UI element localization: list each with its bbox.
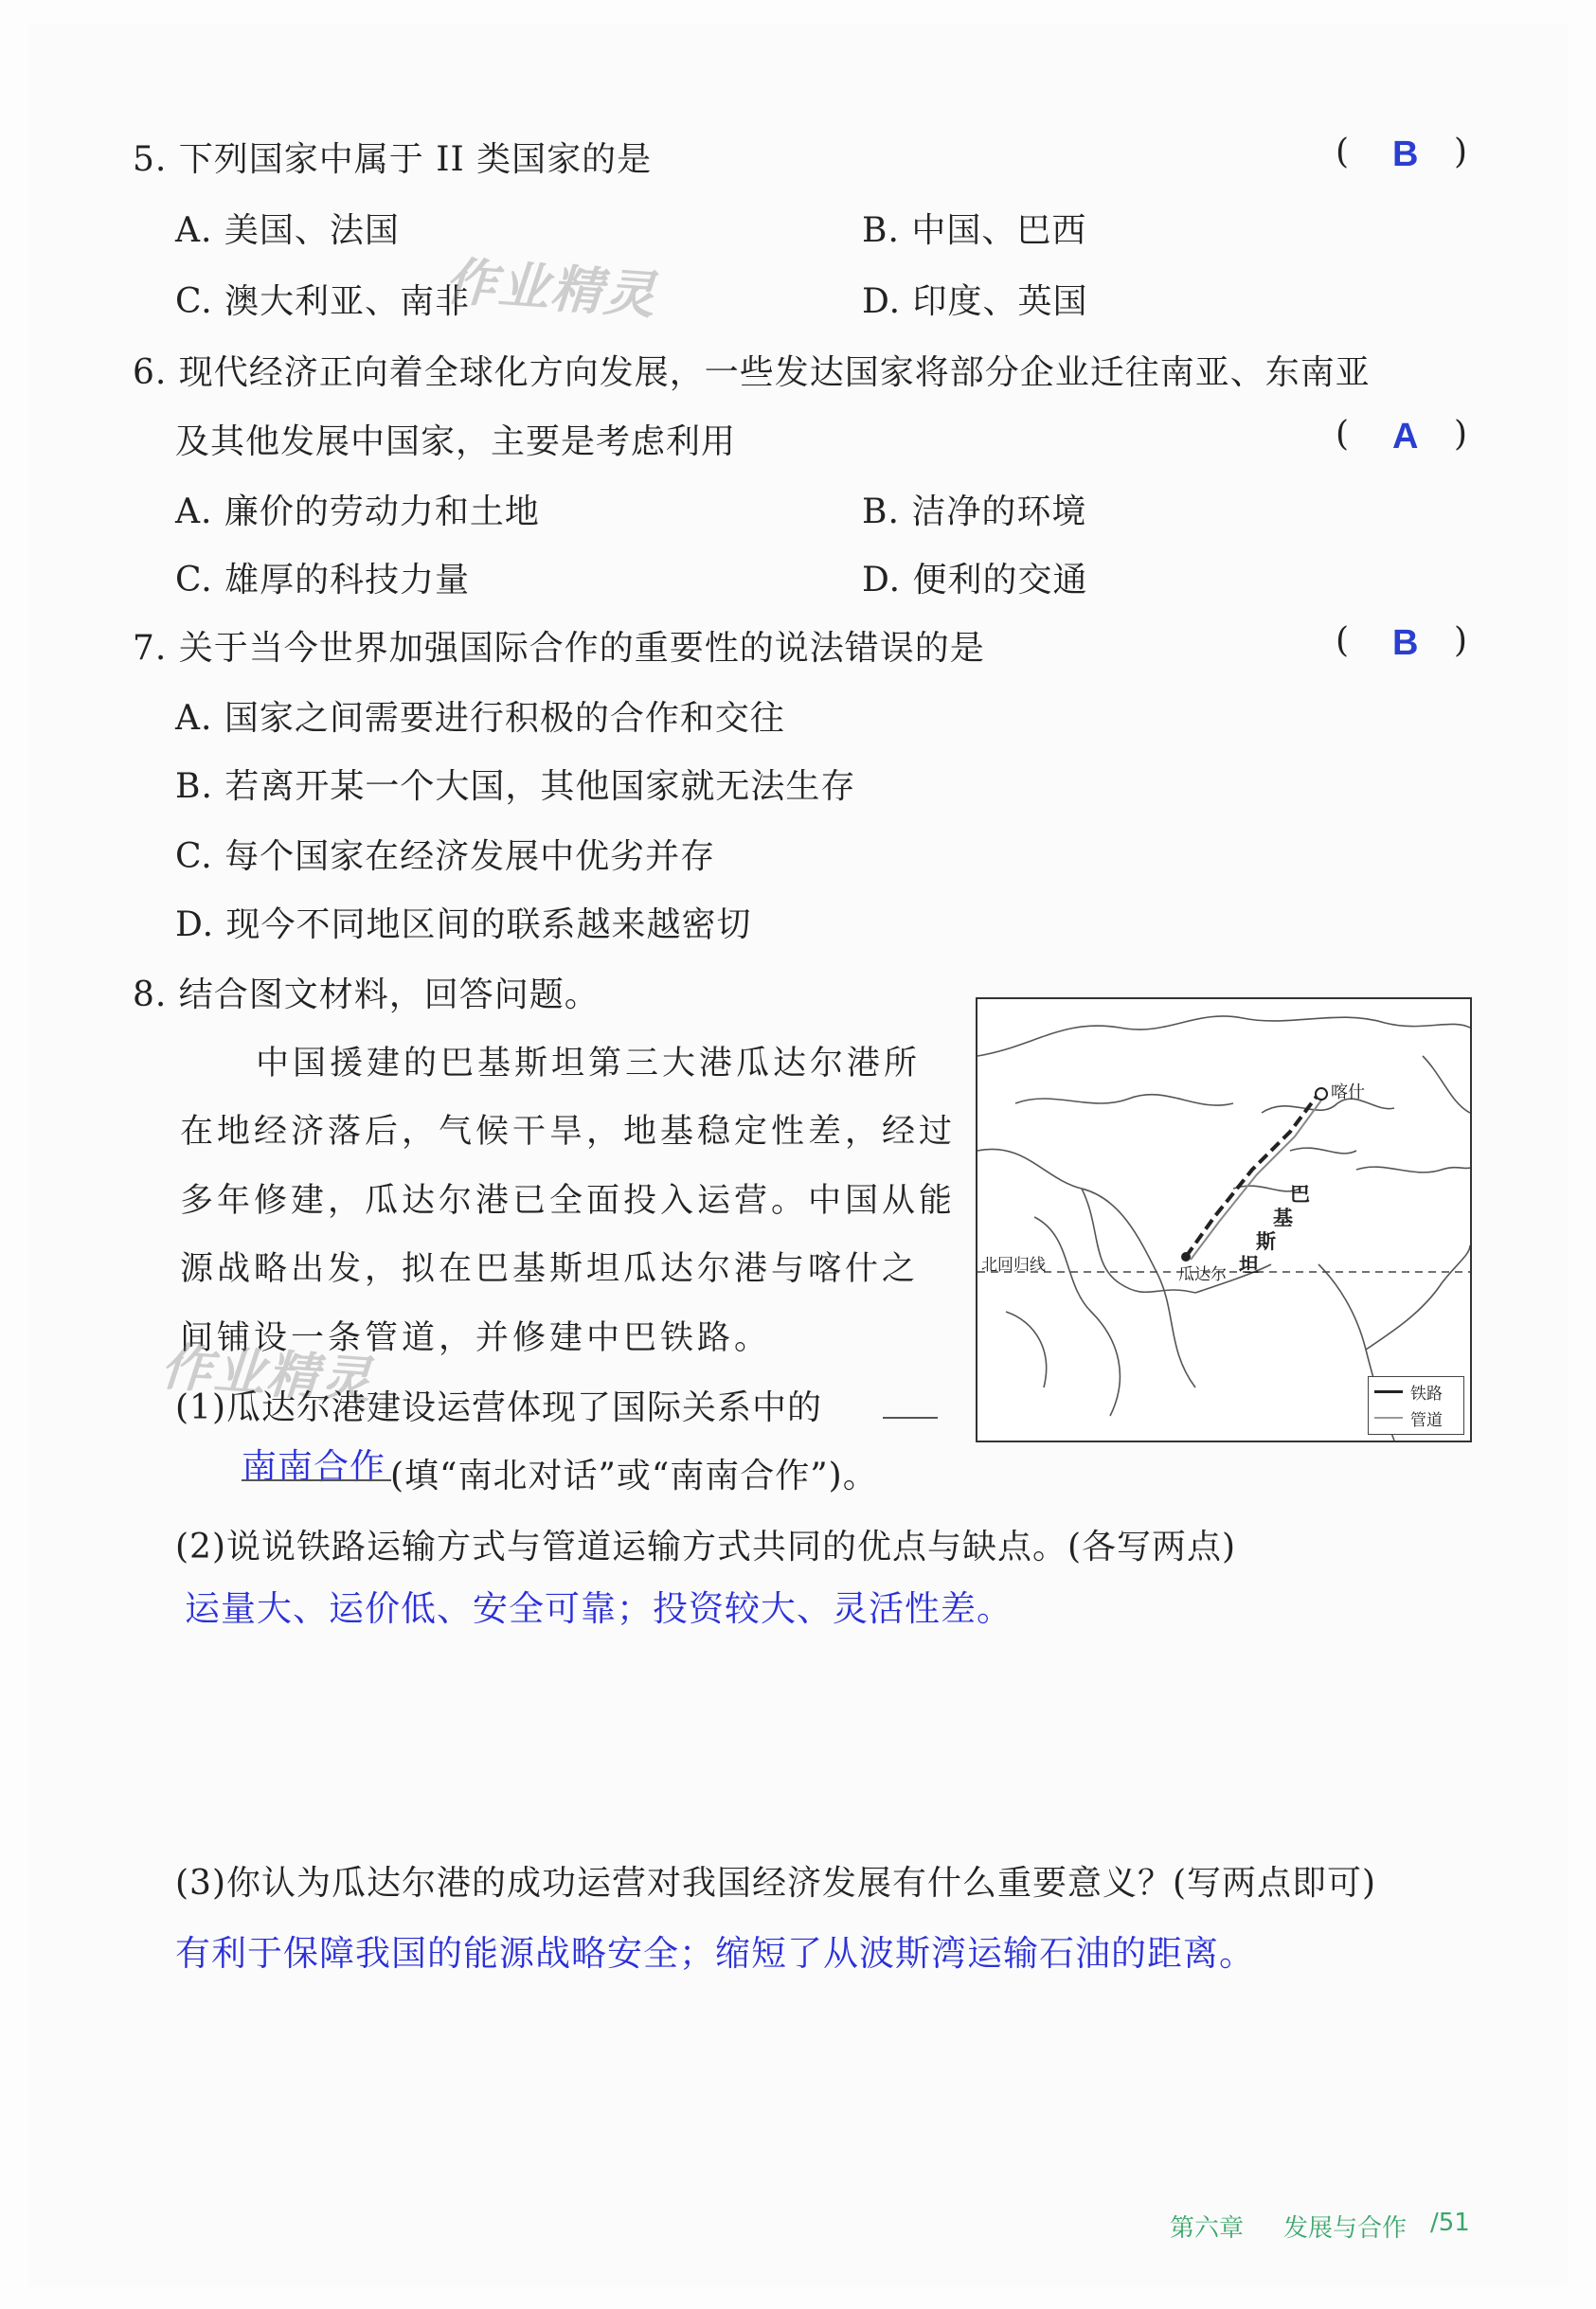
map-label-pakistan: 基 xyxy=(1273,1207,1293,1229)
q7-option-c: C. 每个国家在经济发展中优劣并存 xyxy=(175,837,716,876)
q5-bracket-close: ) xyxy=(1454,133,1468,171)
railway-legend-line xyxy=(1374,1390,1403,1393)
q8-sub2-answer: 运量大、运价低、安全可靠；投资较大、灵活性差。 xyxy=(185,1588,1013,1629)
q8-sub3-answer: 有利于保障我国的能源战略安全；缩短了从波斯湾运输石油的距离。 xyxy=(175,1933,1255,1974)
q7-option-d: D. 现今不同地区间的联系越来越密切 xyxy=(175,905,752,944)
legend-railway-label: 铁路 xyxy=(1410,1385,1443,1404)
q7-answer: B xyxy=(1392,623,1419,663)
q8-material-line: 多年修建，瓜达尔港已全面投入运营。中国从能 xyxy=(180,1182,957,1220)
map-label-gwadar: 瓜达尔 xyxy=(1178,1265,1227,1284)
q8-sub1-prompt: (1)瓜达尔港建设运营体现了国际关系中的 xyxy=(175,1388,822,1427)
q8-material-line: 源战略出发，拟在巴基斯坦瓜达尔港与喀什之 xyxy=(180,1250,920,1288)
q6-answer: A xyxy=(1392,417,1419,456)
map-legend xyxy=(1368,1376,1464,1435)
q6-option-a: A. 廉价的劳动力和土地 xyxy=(175,492,540,531)
q8-sub1-answer: 南南合作 xyxy=(242,1446,386,1487)
q8-material-line: 中国援建的巴基斯坦第三大港瓜达尔港所 xyxy=(256,1045,922,1083)
q8-sub1-blank-line xyxy=(883,1417,938,1419)
footer-chapter: 第六章 xyxy=(1170,2214,1245,2243)
q6-bracket-open: ( xyxy=(1336,415,1350,454)
pipeline-legend-line xyxy=(1374,1417,1403,1419)
map-label-pakistan: 坦 xyxy=(1239,1254,1259,1277)
q6-stem-line2: 及其他发展中国家，主要是考虑利用 xyxy=(175,422,737,461)
legend-pipeline-label: 管道 xyxy=(1410,1411,1443,1430)
q8-stem: 8. 结合图文材料，回答问题。 xyxy=(133,976,600,1014)
q6-option-b: B. 洁净的环境 xyxy=(862,492,1087,531)
map-outline xyxy=(977,999,1470,1441)
q8-material-line: 间铺设一条管道，并修建中巴铁路。 xyxy=(180,1319,772,1357)
map-label-kashgar: 喀什 xyxy=(1331,1083,1365,1102)
q5-answer: B xyxy=(1392,134,1419,174)
q6-stem-line1: 6. 现代经济正向着全球化方向发展，一些发达国家将部分企业迁往南亚、东南亚 xyxy=(133,353,1371,392)
q5-stem: 5. 下列国家中属于 II 类国家的是 xyxy=(133,140,653,179)
map-label-tropic: 北回归线 xyxy=(981,1256,1046,1275)
q8-sub1-answer-line xyxy=(242,1479,391,1481)
q5-option-c: C. 澳大利亚、南非 xyxy=(175,282,471,321)
q8-sub1-suffix: (填“南北对话”或“南南合作”)。 xyxy=(390,1457,878,1495)
q7-option-a: A. 国家之间需要进行积极的合作和交往 xyxy=(175,699,785,738)
footer-page-number: /51 xyxy=(1430,2209,1470,2237)
map-label-pakistan: 巴 xyxy=(1290,1183,1310,1206)
q7-bracket-open: ( xyxy=(1336,621,1350,660)
q8-sub3-prompt: (3)你认为瓜达尔港的成功运营对我国经济发展有什么重要意义？(写两点即可) xyxy=(175,1864,1377,1903)
q5-option-b: B. 中国、巴西 xyxy=(862,211,1087,250)
q7-bracket-close: ) xyxy=(1454,621,1468,660)
q7-stem: 7. 关于当今世界加强国际合作的重要性的说法错误的是 xyxy=(133,629,985,668)
q8-material-line: 在地经济落后，气候干旱，地基稳定性差，经过 xyxy=(180,1113,957,1151)
q5-option-d: D. 印度、英国 xyxy=(862,282,1088,321)
q5-bracket-open: ( xyxy=(1336,133,1350,171)
q8-sub2-prompt: (2)说说铁路运输方式与管道运输方式共同的优点与缺点。(各写两点) xyxy=(175,1528,1237,1566)
q6-option-c: C. 雄厚的科技力量 xyxy=(175,561,471,600)
map-figure xyxy=(976,997,1472,1442)
q6-option-d: D. 便利的交通 xyxy=(862,561,1088,600)
footer-title: 发展与合作 xyxy=(1283,2214,1408,2243)
q6-bracket-close: ) xyxy=(1454,415,1468,454)
q7-option-b: B. 若离开某一个大国，其他国家就无法生存 xyxy=(175,767,856,806)
q5-option-a: A. 美国、法国 xyxy=(175,211,400,250)
watermark: 作业精灵 xyxy=(158,1336,375,1411)
watermark: 作业精灵 xyxy=(442,251,659,326)
map-label-pakistan: 斯 xyxy=(1256,1230,1276,1253)
kashgar-marker xyxy=(1316,1088,1327,1100)
railway-route xyxy=(1186,1094,1318,1257)
